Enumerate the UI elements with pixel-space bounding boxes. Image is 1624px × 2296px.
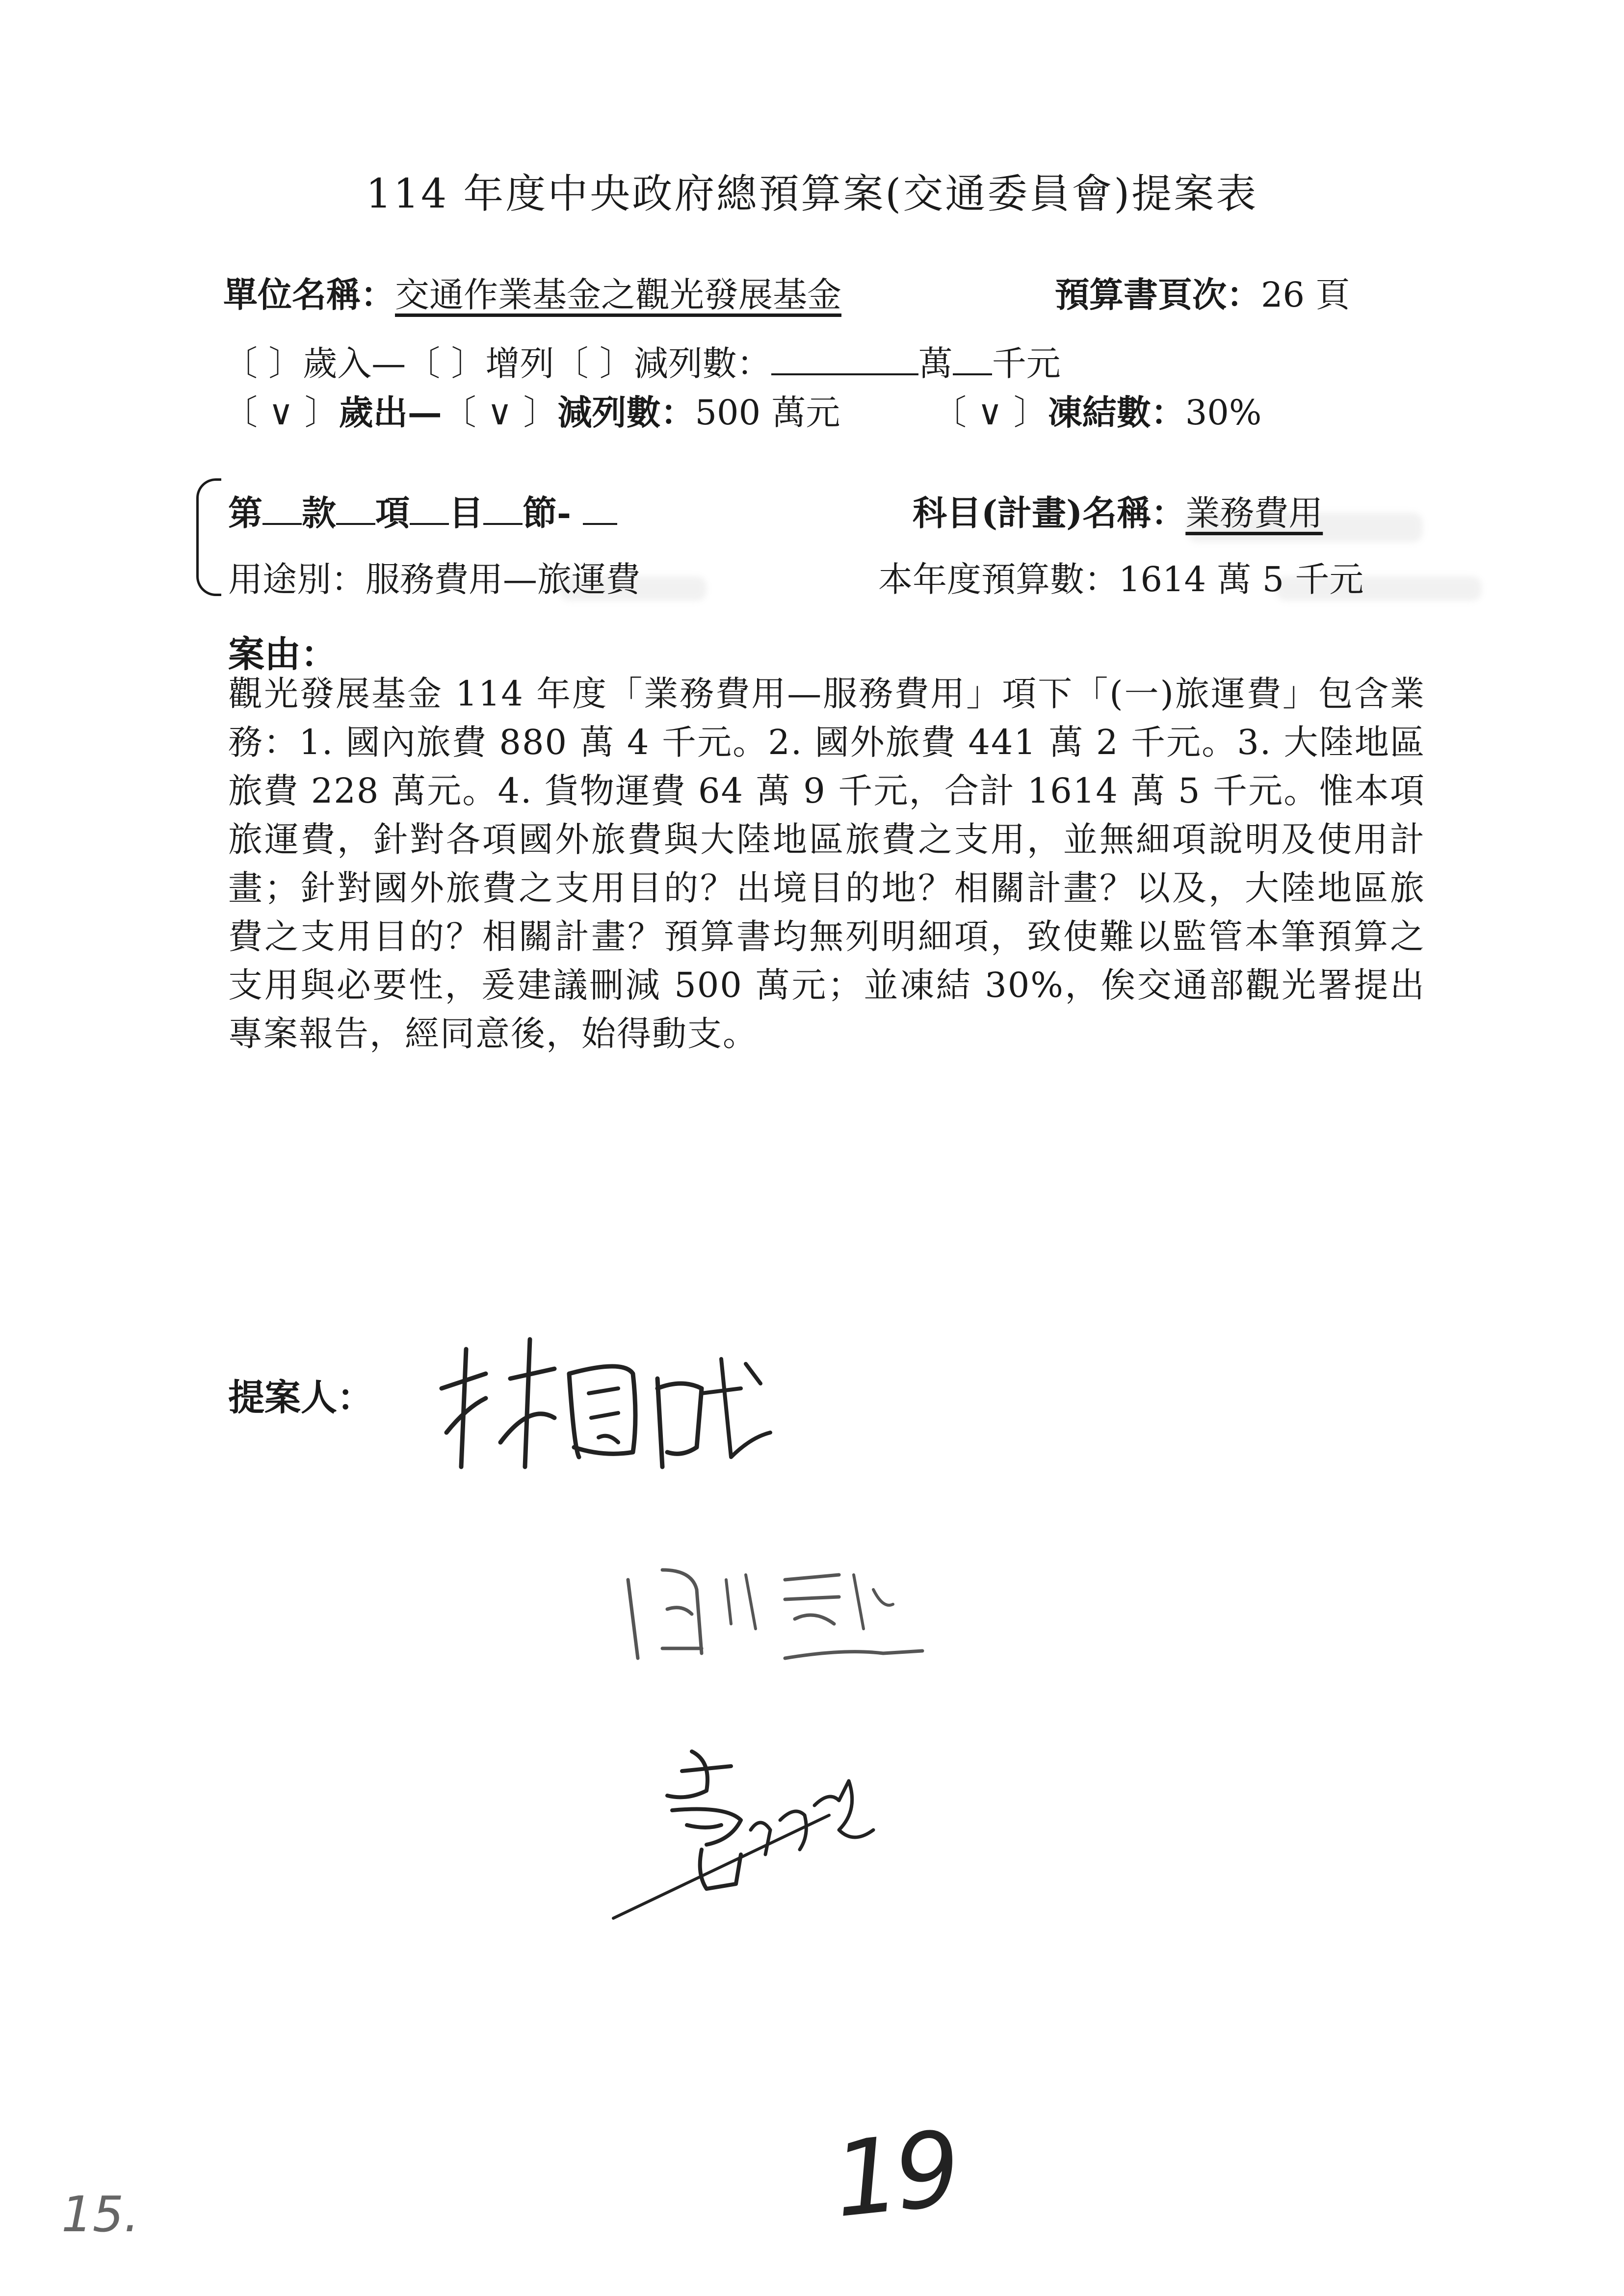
freeze-check: 〔 ∨ 〕 (932, 392, 1048, 433)
freeze-label: 凍結數： (1048, 392, 1185, 433)
page-number: 19 (828, 2108, 962, 2241)
mu-suffix: 目 (449, 493, 483, 533)
reason-body: 觀光發展基金 114 年度「業務費用—服務費用」項下「(一)旅運費」包含業務：1. 國內旅費 880 萬 4 千元。2. 國外旅費 441 萬 2 千元。3. 大陸地區旅費 228 萬元。4. 貨物運費 64 萬 9 千元，合計 1614 萬 5 千元。惟本項旅運費，針對各項國外旅費與大陸地區旅費之支用，並無細項說明及使用計畫；針對國外旅費之支用目的？出境目的地？相關計畫？以及，大陸地區旅費之支用目的？相關計畫？預算書均無列明細項，致使難以監管本筆預算之支用與必要性，爰建議刪減 500 萬元；並凍結 30%，俟交通部觀光署提出專案報告，經同意後，始得動支。 (228, 674, 1425, 1054)
budget-label: 本年度預算數： (878, 559, 1119, 600)
freeze-value: 30% (1185, 392, 1262, 433)
kuan-suffix: 款 (302, 493, 336, 533)
use-value: 服務費用—旅運費 (366, 559, 640, 600)
page-ref-label: 預算書頁次： (1055, 274, 1261, 315)
use-label: 用途別： (228, 559, 366, 600)
revenue-text: 〔 〕歲入—〔 〕增列〔 〕減列數： (223, 343, 771, 384)
proposer-label: 提案人： (228, 1377, 373, 1419)
reduce-label: 減列數： (557, 392, 695, 433)
subject-value: 業務費用 (1185, 493, 1323, 533)
section-line (228, 486, 617, 535)
expense-check: 〔 ∨ 〕 (223, 392, 339, 433)
use-line (228, 552, 640, 601)
reduce-check: 〔 ∨ 〕 (442, 392, 558, 433)
budget-value: 1614 萬 5 千元 (1119, 559, 1364, 600)
xiang-suffix: 項 (375, 493, 410, 533)
expense-line (223, 385, 840, 435)
corner-number: 15. (61, 2186, 140, 2243)
signature-3 (608, 1732, 1001, 1948)
subject-line (913, 486, 1323, 535)
reason-heading: 案由： (228, 633, 337, 676)
budget-line (878, 552, 1363, 601)
section-brace (196, 478, 221, 596)
reduce-amount: 500 萬元 (695, 392, 840, 433)
jie-blank (483, 494, 523, 525)
unit-label: 單位名稱： (223, 274, 395, 315)
mu-blank (410, 494, 449, 525)
revenue-line (223, 336, 1061, 386)
kuan-label: 第 (228, 493, 262, 533)
page-title: 114 年度中央政府總預算案(交通委員會)提案表 (366, 171, 1258, 217)
revenue-unit-qian: 千元 (992, 343, 1061, 384)
signature-2 (608, 1550, 942, 1678)
kuan-blank (262, 494, 302, 525)
xiang-blank (336, 494, 375, 525)
jie-blank-2 (583, 494, 617, 525)
page-ref (1055, 267, 1350, 317)
jie-suffix: 節- (523, 493, 572, 533)
revenue-blank-small (953, 344, 992, 375)
signature-1 (427, 1320, 819, 1487)
unit-line (223, 267, 841, 317)
unit-value: 交通作業基金之觀光發展基金 (395, 275, 841, 315)
expense-label: 歲出— (339, 392, 442, 433)
freeze-group (932, 385, 1261, 435)
revenue-blank (771, 344, 918, 375)
revenue-unit-wan: 萬 (918, 343, 953, 384)
subject-label: 科目(計畫)名稱： (913, 493, 1186, 533)
page-ref-value: 26 頁 (1261, 275, 1350, 315)
